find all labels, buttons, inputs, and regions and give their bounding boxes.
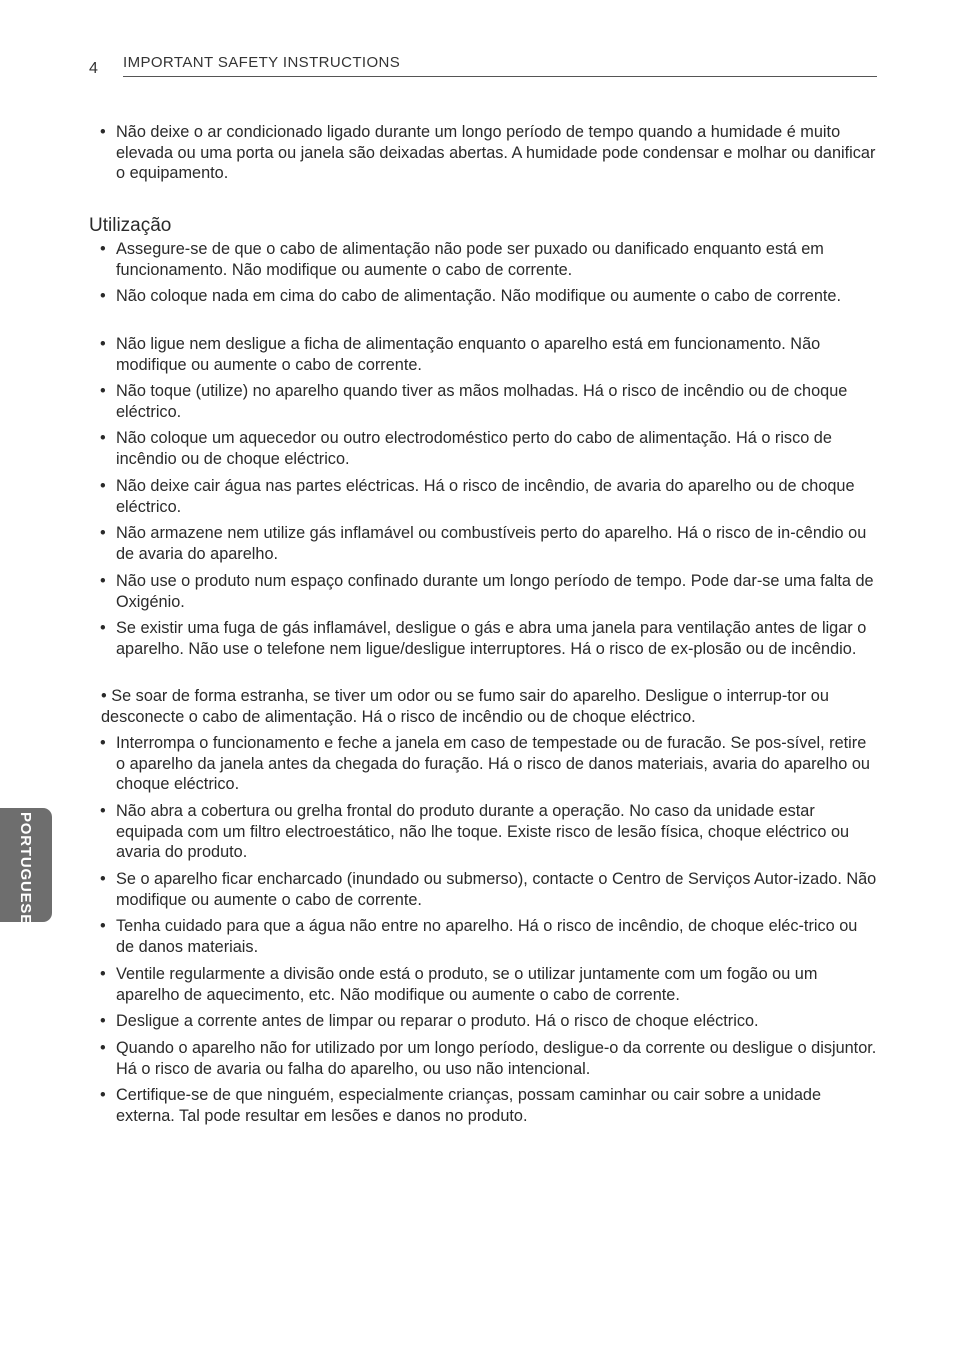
- list-item: • Não toque (utilize) no aparelho quando tiver as mãos molhadas. Há o risco de incêndio ou de choque eléctrico.: [100, 382, 848, 421]
- list-item: • Ventile regularmente a divisão onde está o produto, se o utilizar juntamente com um fogão ou um aparelho de aquecimento, etc. Não modifique ou aumente o cabo de corrente.: [100, 965, 818, 1004]
- list-item: • Não deixe o ar condicionado ligado durante um longo período de tempo quando a humidade é muito elevada ou uma porta ou janela são deixadas abertas. A humidade pode condensar e molhar ou danificar o equipamento.: [100, 123, 876, 183]
- bullet-marker: •: [100, 572, 106, 590]
- bullet-marker: •: [100, 429, 106, 447]
- bullet-marker: •: [100, 240, 106, 258]
- bullet-marker: •: [100, 477, 106, 495]
- bullet-marker: •: [100, 524, 106, 542]
- header-title: IMPORTANT SAFETY INSTRUCTIONS: [123, 54, 401, 71]
- bullet-marker: •: [100, 335, 106, 353]
- list-item: • Se existir uma fuga de gás inflamável, desligue o gás e abra uma janela para ventilação antes de ligar o aparelho. Não use o telefone nem ligue/desligue interruptores. Há o risco de ex-plosão ou de incêndio.: [100, 619, 867, 658]
- bullet-marker: •: [100, 734, 106, 752]
- list-item: • Não use o produto num espaço confinado durante um longo período de tempo. Pode dar-se uma falta de Oxigénio.: [100, 572, 874, 611]
- list-item: • Se o aparelho ficar encharcado (inundado ou submerso), contacte o Centro de Serviços Autor-izado. Não modifique ou aumente o cabo de corrente.: [100, 870, 877, 909]
- bullet-marker: •: [100, 965, 106, 983]
- bullet-marker: •: [100, 287, 106, 305]
- language-side-tab: [0, 808, 52, 926]
- section-heading: Utilização: [89, 215, 172, 236]
- list-item: • Desligue a corrente antes de limpar ou reparar o produto. Há o risco de choque eléctrico.: [100, 1012, 759, 1030]
- bullet-marker: •: [101, 687, 112, 705]
- bullet-marker: •: [100, 1012, 106, 1030]
- list-item: • Não deixe cair água nas partes eléctricas. Há o risco de incêndio, de avaria do aparelho ou de choque eléctrico.: [100, 477, 855, 516]
- language-side-tab-label: PORTUGUESE: [17, 812, 34, 926]
- list-item: • Se soar de forma estranha, se tiver um odor ou se fumo sair do aparelho. Desligue o interrup-tor ou desconecte o cabo de alimentação. Há o risco de incêndio ou de choque eléctrico.: [101, 687, 829, 726]
- bullet-marker: •: [100, 1086, 106, 1104]
- header-rule: [123, 76, 877, 77]
- bullet-marker: •: [100, 917, 106, 935]
- list-item: • Não armazene nem utilize gás inflamável ou combustíveis perto do aparelho. Há o risco de in-cêndio ou de avaria do aparelho.: [100, 524, 867, 563]
- bullet-marker: •: [100, 1039, 106, 1057]
- list-item: • Não coloque nada em cima do cabo de alimentação. Não modifique ou aumente o cabo de corrente.: [100, 287, 841, 305]
- bullet-marker: •: [100, 382, 106, 400]
- list-item: • Certifique-se de que ninguém, especialmente crianças, possam caminhar ou cair sobre a unidade externa. Tal pode resultar em lesões e danos no produto.: [100, 1086, 822, 1125]
- list-item: • Tenha cuidado para que a água não entre no aparelho. Há o risco de incêndio, de choque eléc-trico ou de danos materiais.: [100, 917, 858, 956]
- page-number: 4: [89, 60, 98, 77]
- bullet-marker: •: [100, 619, 106, 637]
- bullet-marker: •: [100, 870, 106, 888]
- list-item: • Quando o aparelho não for utilizado por um longo período, desligue-o da corrente ou desligue o disjuntor. Há o risco de avaria ou falha do aparelho, ou uso não intencional.: [100, 1039, 877, 1078]
- list-item: • Não abra a cobertura ou grelha frontal do produto durante a operação. No caso da unidade estar equipada com um filtro electroestático, não lhe toque. Existe risco de lesão física, choque eléctrico ou avaria do produto.: [100, 802, 850, 862]
- list-item: • Não coloque um aquecedor ou outro electrodoméstico perto do cabo de alimentação. Há o risco de incêndio ou de choque eléctrico.: [100, 429, 832, 468]
- bullet-marker: •: [100, 123, 106, 141]
- list-item: • Interrompa o funcionamento e feche a janela em caso de tempestade ou de furacão. Se pos-sível, retire o aparelho da janela antes da chegada do furação. Há o risco de danos materiais, avaria do aparelho ou choque eléctrico.: [100, 734, 870, 794]
- bullet-marker: •: [100, 802, 106, 820]
- list-item: • Não ligue nem desligue a ficha de alimentação enquanto o aparelho está em funcionamento. Não modifique ou aumente o cabo de corrente.: [100, 335, 821, 374]
- list-item: • Assegure-se de que o cabo de alimentação não pode ser puxado ou danificado enquanto está em funcionamento. Não modifique ou aumente o cabo de corrente.: [100, 240, 824, 279]
